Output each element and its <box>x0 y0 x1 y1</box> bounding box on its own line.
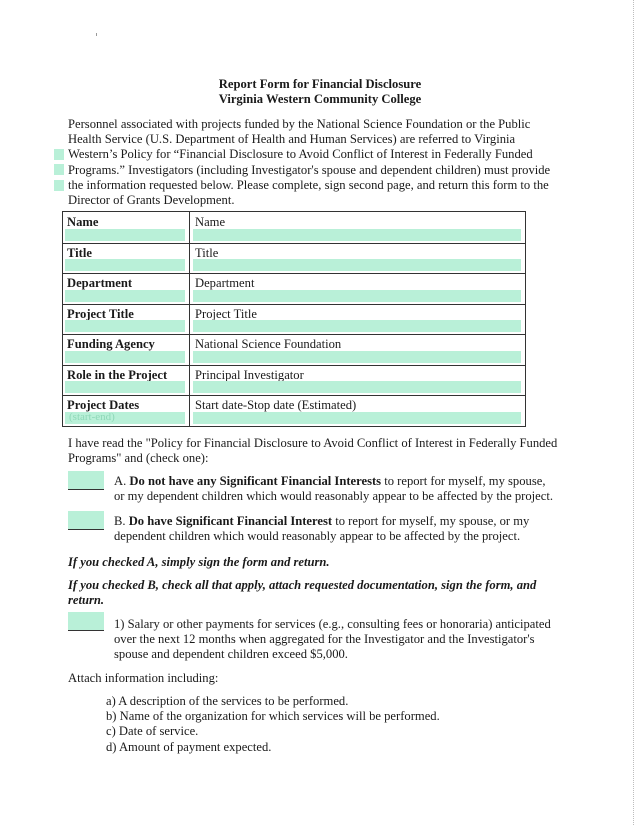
intro-line: Personnel associated with projects funded by the National Science Foundation or the Public <box>68 117 531 131</box>
intro-line: Programs.” Investigators (including Investigator's spouse and dependent children) must provide <box>68 162 551 177</box>
item-1-text <box>114 617 564 663</box>
intro-line: the information requested below. Please complete, sign second page, and return this form to the <box>68 177 549 192</box>
role-value: Principal Investigator <box>195 367 304 382</box>
table-row-department <box>63 273 525 305</box>
item-1-line: spouse and dependent children exceed $5,000. <box>114 647 348 662</box>
row-label: Role in the Project <box>67 367 168 382</box>
scan-edge <box>632 0 634 825</box>
label-cell <box>63 304 190 335</box>
info-table <box>62 211 526 427</box>
label-field[interactable] <box>65 381 185 393</box>
department-field[interactable] <box>193 290 521 302</box>
row-label: Project Title <box>67 306 134 321</box>
statement-line: I have read the "Policy for Financial Disclosure to Avoid Conflict of Interest in Federally Funded <box>68 436 558 450</box>
statement-line: Programs" and (check one): <box>68 451 209 466</box>
label-cell <box>63 243 190 274</box>
label-field[interactable] <box>65 290 185 302</box>
title-line-1: Report Form for Financial Disclosure <box>218 77 422 91</box>
table-row-role <box>63 365 525 397</box>
option-a-rest: to report for myself, my spouse, <box>381 474 546 488</box>
row-label: Project Dates <box>67 398 140 412</box>
project-title-value: Project Title <box>195 306 257 321</box>
option-a-bold: Do not have any Significant Financial Interests <box>129 474 382 488</box>
policy-statement <box>68 436 568 466</box>
row-label: Title <box>67 245 92 260</box>
item-1-line: 1) Salary or other payments for services (e.g., consulting fees or honoraria) anticipated <box>114 617 551 631</box>
option-b-prefix: B. <box>114 514 129 528</box>
table-row-name <box>63 212 525 244</box>
label-cell <box>63 395 190 426</box>
label-field[interactable] <box>65 259 185 271</box>
name-field[interactable] <box>193 229 521 241</box>
instruction-b-line-1: If you checked B, check all that apply, attach requested documentation, sign the form, and <box>68 578 537 592</box>
item-1-checkbox[interactable] <box>68 612 104 631</box>
label-cell <box>63 334 190 365</box>
instruction-a: If you checked A, simply sign the form and return. <box>68 555 330 569</box>
option-b-checkbox[interactable] <box>68 511 104 530</box>
label-cell <box>63 365 190 396</box>
option-a-line-2: or my dependent children which would reasonably appear to be affected by the project. <box>114 489 553 504</box>
label-field[interactable] <box>65 229 185 241</box>
option-b-text <box>114 514 564 544</box>
instruction-b <box>68 578 568 608</box>
funding-agency-value: National Science Foundation <box>195 337 342 351</box>
form-title <box>0 77 640 107</box>
funding-agency-field[interactable] <box>193 351 521 363</box>
option-b-rest: to report for myself, my spouse, or my <box>332 514 530 528</box>
list-item: a) A description of the services to be performed. <box>106 694 349 708</box>
option-a-text <box>114 474 564 504</box>
department-value: Department <box>195 276 255 290</box>
title-line-2: Virginia Western Community College <box>218 92 422 106</box>
intro-line: Director of Grants Development. <box>68 193 235 208</box>
list-item: b) Name of the organization for which services will be performed. <box>106 709 440 724</box>
table-row-project-title <box>63 304 525 336</box>
row-label: Name <box>67 215 99 229</box>
table-row-title <box>63 243 525 275</box>
option-b-line-2: dependent children which would reasonably appear to be affected by the project. <box>114 529 521 544</box>
role-field[interactable] <box>193 381 521 393</box>
list-item: d) Amount of payment expected. <box>106 739 272 754</box>
label-cell <box>63 273 190 304</box>
label-cell <box>63 212 190 243</box>
row-label: Department <box>67 276 133 290</box>
option-a-checkbox[interactable] <box>68 471 104 490</box>
title-field[interactable] <box>193 259 521 271</box>
project-title-field[interactable] <box>193 320 521 332</box>
table-row-funding-agency <box>63 334 525 366</box>
instruction-b-line-2: return. <box>68 593 105 608</box>
intro-field-marker[interactable] <box>54 180 64 191</box>
option-a-prefix: A. <box>114 474 130 488</box>
label-field[interactable] <box>65 351 185 363</box>
project-dates-value: Start date-Stop date (Estimated) <box>195 398 357 412</box>
option-b-bold: Do have Significant Financial Interest <box>128 514 333 528</box>
item-1-line: over the next 12 months when aggregated for the Investigator and the Investigator's <box>114 632 535 647</box>
name-value: Name <box>195 215 226 229</box>
intro-line: Health Service (U.S. Department of Health and Human Services) are referred to Virginia <box>68 132 516 147</box>
intro-line: Western’s Policy for “Financial Disclosure to Avoid Conflict of Interest in Federally Funded <box>68 147 533 162</box>
attach-list <box>106 694 440 755</box>
title-value: Title <box>195 245 219 260</box>
list-item: c) Date of service. <box>106 724 199 739</box>
intro-field-marker[interactable] <box>54 164 64 175</box>
table-row-project-dates <box>63 395 525 426</box>
row-label: Funding Agency <box>67 337 155 351</box>
intro-field-marker[interactable] <box>54 149 64 160</box>
label-field[interactable] <box>65 320 185 332</box>
intro-paragraph <box>68 117 556 208</box>
scan-mark <box>96 33 97 36</box>
dates-hint: (start-end) <box>69 410 115 423</box>
attach-heading: Attach information including: <box>68 671 219 685</box>
project-dates-field[interactable] <box>193 412 521 424</box>
